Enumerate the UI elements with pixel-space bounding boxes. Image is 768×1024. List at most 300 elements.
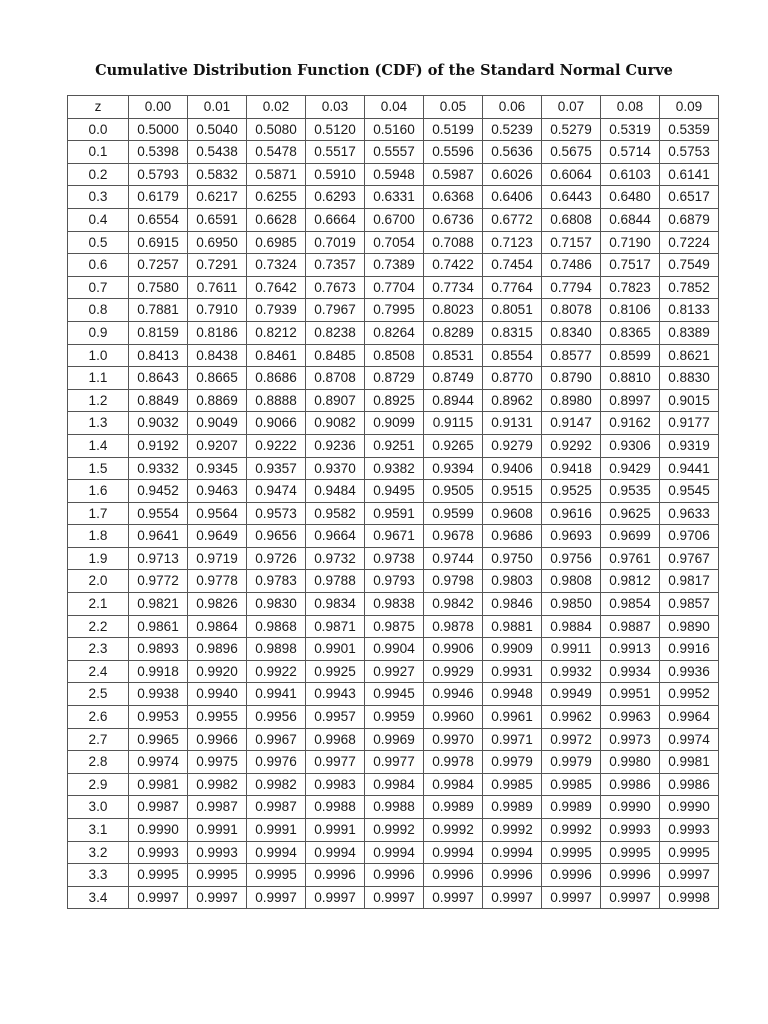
probability-cell: 0.8315 [483, 321, 542, 344]
probability-cell: 0.6331 [365, 186, 424, 209]
probability-cell: 0.9664 [306, 525, 365, 548]
probability-cell: 0.6844 [601, 208, 660, 231]
probability-cell: 0.9406 [483, 457, 542, 480]
probability-cell: 0.8531 [424, 344, 483, 367]
table-row [68, 141, 719, 164]
z-value-cell: 2.8 [68, 751, 129, 774]
probability-cell: 0.9981 [129, 773, 188, 796]
table-row [68, 683, 719, 706]
probability-cell: 0.9996 [424, 864, 483, 887]
probability-cell: 0.8264 [365, 321, 424, 344]
probability-cell: 0.7257 [129, 254, 188, 277]
probability-cell: 0.9940 [188, 683, 247, 706]
probability-cell: 0.9974 [129, 751, 188, 774]
probability-cell: 0.9641 [129, 525, 188, 548]
probability-cell: 0.9994 [306, 841, 365, 864]
probability-cell: 0.9901 [306, 638, 365, 661]
probability-cell: 0.9015 [660, 389, 719, 412]
z-value-cell: 0.4 [68, 208, 129, 231]
probability-cell: 0.8962 [483, 389, 542, 412]
probability-cell: 0.5948 [365, 163, 424, 186]
table-row [68, 570, 719, 593]
column-header: 0.06 [483, 96, 542, 119]
probability-cell: 0.8577 [542, 344, 601, 367]
table-row [68, 525, 719, 548]
probability-cell: 0.7794 [542, 276, 601, 299]
probability-cell: 0.9887 [601, 615, 660, 638]
probability-cell: 0.8289 [424, 321, 483, 344]
probability-cell: 0.9972 [542, 728, 601, 751]
probability-cell: 0.9147 [542, 412, 601, 435]
probability-cell: 0.7580 [129, 276, 188, 299]
probability-cell: 0.8051 [483, 299, 542, 322]
table-body [68, 118, 719, 909]
probability-cell: 0.9997 [424, 886, 483, 909]
probability-cell: 0.9719 [188, 547, 247, 570]
probability-cell: 0.9706 [660, 525, 719, 548]
probability-cell: 0.9608 [483, 502, 542, 525]
z-value-cell: 0.1 [68, 141, 129, 164]
probability-cell: 0.9992 [365, 819, 424, 842]
probability-cell: 0.7611 [188, 276, 247, 299]
probability-cell: 0.9984 [424, 773, 483, 796]
probability-cell: 0.7054 [365, 231, 424, 254]
probability-cell: 0.9761 [601, 547, 660, 570]
probability-cell: 0.9989 [424, 796, 483, 819]
probability-cell: 0.5319 [601, 118, 660, 141]
table-row [68, 321, 719, 344]
probability-cell: 0.9991 [188, 819, 247, 842]
probability-cell: 0.9996 [601, 864, 660, 887]
probability-cell: 0.8238 [306, 321, 365, 344]
probability-cell: 0.9977 [306, 751, 365, 774]
table-row [68, 502, 719, 525]
probability-cell: 0.9970 [424, 728, 483, 751]
probability-cell: 0.9693 [542, 525, 601, 548]
probability-cell: 0.7939 [247, 299, 306, 322]
probability-cell: 0.7291 [188, 254, 247, 277]
probability-cell: 0.6368 [424, 186, 483, 209]
probability-cell: 0.6026 [483, 163, 542, 186]
probability-cell: 0.9995 [188, 864, 247, 887]
probability-cell: 0.9649 [188, 525, 247, 548]
probability-cell: 0.9812 [601, 570, 660, 593]
probability-cell: 0.9980 [601, 751, 660, 774]
probability-cell: 0.9616 [542, 502, 601, 525]
probability-cell: 0.9554 [129, 502, 188, 525]
probability-cell: 0.8461 [247, 344, 306, 367]
probability-cell: 0.9177 [660, 412, 719, 435]
probability-cell: 0.9956 [247, 706, 306, 729]
probability-cell: 0.8925 [365, 389, 424, 412]
probability-cell: 0.8729 [365, 367, 424, 390]
probability-cell: 0.9938 [129, 683, 188, 706]
probability-cell: 0.9484 [306, 480, 365, 503]
z-value-cell: 3.4 [68, 886, 129, 909]
probability-cell: 0.7157 [542, 231, 601, 254]
probability-cell: 0.8907 [306, 389, 365, 412]
probability-cell: 0.9463 [188, 480, 247, 503]
probability-cell: 0.5910 [306, 163, 365, 186]
probability-cell: 0.9633 [660, 502, 719, 525]
probability-cell: 0.9911 [542, 638, 601, 661]
probability-cell: 0.9990 [129, 819, 188, 842]
probability-cell: 0.9878 [424, 615, 483, 638]
probability-cell: 0.8621 [660, 344, 719, 367]
probability-cell: 0.9625 [601, 502, 660, 525]
probability-cell: 0.9767 [660, 547, 719, 570]
probability-cell: 0.6141 [660, 163, 719, 186]
probability-cell: 0.9890 [660, 615, 719, 638]
probability-cell: 0.9656 [247, 525, 306, 548]
probability-cell: 0.6406 [483, 186, 542, 209]
probability-cell: 0.9945 [365, 683, 424, 706]
probability-cell: 0.7823 [601, 276, 660, 299]
cdf-table [67, 95, 719, 909]
probability-cell: 0.9319 [660, 434, 719, 457]
probability-cell: 0.9994 [247, 841, 306, 864]
probability-cell: 0.7019 [306, 231, 365, 254]
probability-cell: 0.7190 [601, 231, 660, 254]
probability-cell: 0.6985 [247, 231, 306, 254]
probability-cell: 0.9965 [129, 728, 188, 751]
z-value-cell: 0.2 [68, 163, 129, 186]
probability-cell: 0.7967 [306, 299, 365, 322]
z-value-cell: 0.9 [68, 321, 129, 344]
probability-cell: 0.9990 [660, 796, 719, 819]
probability-cell: 0.9959 [365, 706, 424, 729]
z-value-cell: 3.1 [68, 819, 129, 842]
probability-cell: 0.7734 [424, 276, 483, 299]
probability-cell: 0.5359 [660, 118, 719, 141]
probability-cell: 0.9960 [424, 706, 483, 729]
probability-cell: 0.7517 [601, 254, 660, 277]
table-row [68, 118, 719, 141]
column-header: 0.02 [247, 96, 306, 119]
probability-cell: 0.9495 [365, 480, 424, 503]
table-row [68, 163, 719, 186]
table-row [68, 751, 719, 774]
probability-cell: 0.6103 [601, 163, 660, 186]
table-row [68, 231, 719, 254]
table-row [68, 864, 719, 887]
probability-cell: 0.9987 [247, 796, 306, 819]
probability-cell: 0.6950 [188, 231, 247, 254]
probability-cell: 0.9974 [660, 728, 719, 751]
column-header: 0.07 [542, 96, 601, 119]
probability-cell: 0.6700 [365, 208, 424, 231]
probability-cell: 0.9332 [129, 457, 188, 480]
probability-cell: 0.8869 [188, 389, 247, 412]
probability-cell: 0.9975 [188, 751, 247, 774]
probability-cell: 0.9953 [129, 706, 188, 729]
probability-cell: 0.8770 [483, 367, 542, 390]
probability-cell: 0.7910 [188, 299, 247, 322]
probability-cell: 0.9982 [188, 773, 247, 796]
probability-cell: 0.6554 [129, 208, 188, 231]
probability-cell: 0.9995 [601, 841, 660, 864]
probability-cell: 0.9846 [483, 593, 542, 616]
probability-cell: 0.9515 [483, 480, 542, 503]
probability-cell: 0.7486 [542, 254, 601, 277]
table-row [68, 208, 719, 231]
probability-cell: 0.9772 [129, 570, 188, 593]
probability-cell: 0.6736 [424, 208, 483, 231]
z-value-cell: 2.2 [68, 615, 129, 638]
probability-cell: 0.5714 [601, 141, 660, 164]
probability-cell: 0.9370 [306, 457, 365, 480]
probability-cell: 0.7549 [660, 254, 719, 277]
table-row [68, 434, 719, 457]
probability-cell: 0.7324 [247, 254, 306, 277]
table-row [68, 186, 719, 209]
probability-cell: 0.9920 [188, 660, 247, 683]
table-row [68, 660, 719, 683]
probability-cell: 0.9995 [542, 841, 601, 864]
table-row [68, 706, 719, 729]
table-row [68, 819, 719, 842]
table-row [68, 841, 719, 864]
z-value-cell: 0.8 [68, 299, 129, 322]
probability-cell: 0.8438 [188, 344, 247, 367]
column-header: 0.08 [601, 96, 660, 119]
probability-cell: 0.9977 [365, 751, 424, 774]
probability-cell: 0.9979 [483, 751, 542, 774]
table-row [68, 276, 719, 299]
z-value-cell: 1.4 [68, 434, 129, 457]
probability-cell: 0.6064 [542, 163, 601, 186]
column-header: 0.03 [306, 96, 365, 119]
probability-cell: 0.9591 [365, 502, 424, 525]
z-value-cell: 2.3 [68, 638, 129, 661]
probability-cell: 0.9783 [247, 570, 306, 593]
probability-cell: 0.9984 [365, 773, 424, 796]
table-row [68, 886, 719, 909]
probability-cell: 0.9864 [188, 615, 247, 638]
probability-cell: 0.9699 [601, 525, 660, 548]
probability-cell: 0.9854 [601, 593, 660, 616]
probability-cell: 0.9671 [365, 525, 424, 548]
probability-cell: 0.9505 [424, 480, 483, 503]
probability-cell: 0.9995 [247, 864, 306, 887]
probability-cell: 0.9738 [365, 547, 424, 570]
probability-cell: 0.9793 [365, 570, 424, 593]
probability-cell: 0.5199 [424, 118, 483, 141]
probability-cell: 0.9922 [247, 660, 306, 683]
table-row [68, 593, 719, 616]
probability-cell: 0.9985 [483, 773, 542, 796]
probability-cell: 0.9993 [601, 819, 660, 842]
probability-cell: 0.5438 [188, 141, 247, 164]
header-row [68, 96, 719, 119]
probability-cell: 0.9798 [424, 570, 483, 593]
probability-cell: 0.9821 [129, 593, 188, 616]
probability-cell: 0.9955 [188, 706, 247, 729]
z-value-cell: 1.8 [68, 525, 129, 548]
probability-cell: 0.9997 [306, 886, 365, 909]
probability-cell: 0.9992 [483, 819, 542, 842]
probability-cell: 0.9981 [660, 751, 719, 774]
probability-cell: 0.8389 [660, 321, 719, 344]
z-column-header: z [68, 96, 129, 119]
probability-cell: 0.9967 [247, 728, 306, 751]
probability-cell: 0.9997 [188, 886, 247, 909]
z-value-cell: 1.9 [68, 547, 129, 570]
probability-cell: 0.6443 [542, 186, 601, 209]
probability-cell: 0.8106 [601, 299, 660, 322]
probability-cell: 0.8413 [129, 344, 188, 367]
probability-cell: 0.9162 [601, 412, 660, 435]
probability-cell: 0.9989 [542, 796, 601, 819]
probability-cell: 0.5398 [129, 141, 188, 164]
probability-cell: 0.9830 [247, 593, 306, 616]
z-value-cell: 0.7 [68, 276, 129, 299]
probability-cell: 0.8980 [542, 389, 601, 412]
z-value-cell: 2.7 [68, 728, 129, 751]
probability-cell: 0.9992 [542, 819, 601, 842]
z-value-cell: 1.1 [68, 367, 129, 390]
probability-cell: 0.9842 [424, 593, 483, 616]
probability-cell: 0.7357 [306, 254, 365, 277]
probability-cell: 0.9099 [365, 412, 424, 435]
probability-cell: 0.9962 [542, 706, 601, 729]
probability-cell: 0.7673 [306, 276, 365, 299]
probability-cell: 0.9973 [601, 728, 660, 751]
table-row [68, 344, 719, 367]
probability-cell: 0.7088 [424, 231, 483, 254]
probability-cell: 0.9881 [483, 615, 542, 638]
probability-cell: 0.8159 [129, 321, 188, 344]
probability-cell: 0.9963 [601, 706, 660, 729]
probability-cell: 0.8023 [424, 299, 483, 322]
probability-cell: 0.8599 [601, 344, 660, 367]
z-value-cell: 0.0 [68, 118, 129, 141]
probability-cell: 0.9946 [424, 683, 483, 706]
probability-cell: 0.9082 [306, 412, 365, 435]
probability-cell: 0.9564 [188, 502, 247, 525]
probability-cell: 0.9744 [424, 547, 483, 570]
probability-cell: 0.5279 [542, 118, 601, 141]
probability-cell: 0.8078 [542, 299, 601, 322]
probability-cell: 0.9049 [188, 412, 247, 435]
probability-cell: 0.5120 [306, 118, 365, 141]
probability-cell: 0.5517 [306, 141, 365, 164]
table-row [68, 367, 719, 390]
z-value-cell: 1.7 [68, 502, 129, 525]
probability-cell: 0.9817 [660, 570, 719, 593]
column-header: 0.04 [365, 96, 424, 119]
table-row [68, 773, 719, 796]
probability-cell: 0.5239 [483, 118, 542, 141]
probability-cell: 0.5596 [424, 141, 483, 164]
probability-cell: 0.9452 [129, 480, 188, 503]
z-value-cell: 0.6 [68, 254, 129, 277]
probability-cell: 0.9979 [542, 751, 601, 774]
table-row [68, 254, 719, 277]
probability-cell: 0.7642 [247, 276, 306, 299]
table-row [68, 480, 719, 503]
probability-cell: 0.9418 [542, 457, 601, 480]
z-value-cell: 2.6 [68, 706, 129, 729]
probability-cell: 0.7704 [365, 276, 424, 299]
probability-cell: 0.9826 [188, 593, 247, 616]
probability-cell: 0.9913 [601, 638, 660, 661]
probability-cell: 0.9251 [365, 434, 424, 457]
probability-cell: 0.8365 [601, 321, 660, 344]
z-value-cell: 2.9 [68, 773, 129, 796]
probability-cell: 0.9678 [424, 525, 483, 548]
probability-cell: 0.9778 [188, 570, 247, 593]
probability-cell: 0.9993 [660, 819, 719, 842]
probability-cell: 0.9982 [247, 773, 306, 796]
z-value-cell: 1.3 [68, 412, 129, 435]
z-value-cell: 1.0 [68, 344, 129, 367]
probability-cell: 0.9803 [483, 570, 542, 593]
probability-cell: 0.9292 [542, 434, 601, 457]
probability-cell: 0.9896 [188, 638, 247, 661]
probability-cell: 0.5793 [129, 163, 188, 186]
probability-cell: 0.9875 [365, 615, 424, 638]
probability-cell: 0.9066 [247, 412, 306, 435]
probability-cell: 0.9893 [129, 638, 188, 661]
probability-cell: 0.8810 [601, 367, 660, 390]
probability-cell: 0.9925 [306, 660, 365, 683]
probability-cell: 0.9997 [542, 886, 601, 909]
probability-cell: 0.6808 [542, 208, 601, 231]
probability-cell: 0.9916 [660, 638, 719, 661]
probability-cell: 0.9978 [424, 751, 483, 774]
table-row [68, 457, 719, 480]
probability-cell: 0.8508 [365, 344, 424, 367]
probability-cell: 0.6480 [601, 186, 660, 209]
probability-cell: 0.9850 [542, 593, 601, 616]
probability-cell: 0.9936 [660, 660, 719, 683]
probability-cell: 0.9997 [129, 886, 188, 909]
probability-cell: 0.9898 [247, 638, 306, 661]
probability-cell: 0.9961 [483, 706, 542, 729]
probability-cell: 0.9966 [188, 728, 247, 751]
column-header: 0.09 [660, 96, 719, 119]
probability-cell: 0.5000 [129, 118, 188, 141]
probability-cell: 0.9993 [188, 841, 247, 864]
probability-cell: 0.5871 [247, 163, 306, 186]
probability-cell: 0.8944 [424, 389, 483, 412]
probability-cell: 0.8830 [660, 367, 719, 390]
probability-cell: 0.8790 [542, 367, 601, 390]
probability-cell: 0.7764 [483, 276, 542, 299]
probability-cell: 0.9345 [188, 457, 247, 480]
probability-cell: 0.9357 [247, 457, 306, 480]
probability-cell: 0.7995 [365, 299, 424, 322]
probability-cell: 0.9991 [247, 819, 306, 842]
probability-cell: 0.9857 [660, 593, 719, 616]
probability-cell: 0.6628 [247, 208, 306, 231]
page-title: Cumulative Distribution Function (CDF) of the Standard Normal Curve [95, 62, 673, 79]
probability-cell: 0.6915 [129, 231, 188, 254]
probability-cell: 0.9884 [542, 615, 601, 638]
probability-cell: 0.8888 [247, 389, 306, 412]
probability-cell: 0.5478 [247, 141, 306, 164]
probability-cell: 0.9713 [129, 547, 188, 570]
probability-cell: 0.9429 [601, 457, 660, 480]
probability-cell: 0.9943 [306, 683, 365, 706]
probability-cell: 0.9997 [660, 864, 719, 887]
probability-cell: 0.7852 [660, 276, 719, 299]
z-value-cell: 3.3 [68, 864, 129, 887]
probability-cell: 0.9535 [601, 480, 660, 503]
probability-cell: 0.5675 [542, 141, 601, 164]
z-value-cell: 2.0 [68, 570, 129, 593]
